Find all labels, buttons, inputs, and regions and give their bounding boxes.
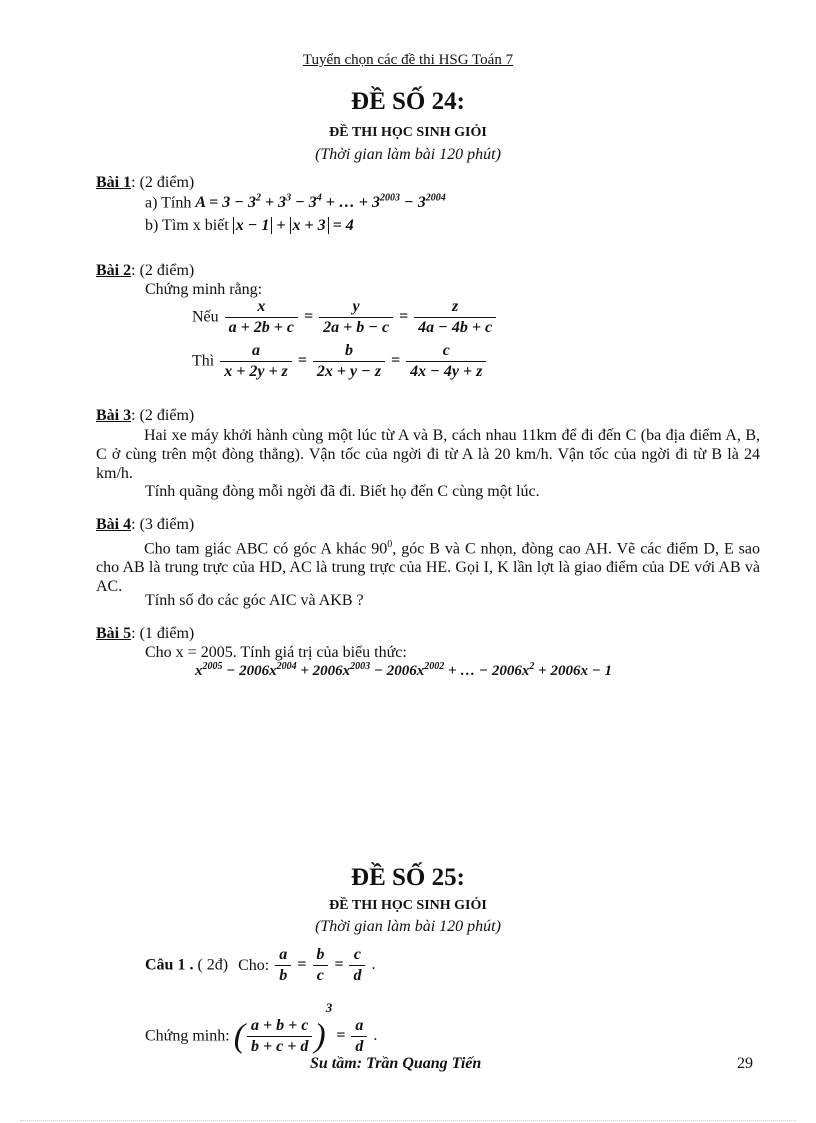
problem-3-heading: Bài 3: (2 điểm) (96, 407, 195, 424)
problem-4-question: Tính số đo các góc AIC và AKB ? (145, 592, 364, 609)
exam-25-subtitle: ĐỀ THI HỌC SINH GIỎI (329, 898, 487, 913)
exam-24-time: (Thời gian làm bài 120 phút) (315, 146, 501, 163)
page-header: Tuyển chọn các đề thi HSG Toán 7 (302, 52, 514, 68)
problem-2-heading: Bài 2: (2 điểm) (96, 262, 195, 279)
problem-1a: a) Tính $A = 3 - 3^2 + 3^3 - 3^4$ + … + $3^{2003} - 3^{2004}$ (145, 193, 446, 212)
problem-5-heading: Bài 5: (1 điểm) (96, 625, 195, 642)
problem-1-heading: Bài 1: (2 điểm) (96, 174, 195, 191)
problem-2-if: Nếu $\frac{x}{a + 2b + c}$ = $\frac{y}{2a + b - c}$ = $\frac{z}{4a - 4b + c}$ (192, 298, 498, 337)
formula-abs: x − 1 + x + 3 = 4 (233, 217, 354, 234)
problem-2-then: Thì $\frac{a}{x + 2y + z}$ = $\frac{b}{2x + y - z}$ = $\frac{c}{4x - 4y + z}$ (192, 342, 488, 381)
formula-a: $A = 3 - 3^2 + 3^3 - 3^4$ + … + $3^{2003} - 3^{2004}$ (195, 193, 446, 212)
exam-24-subtitle: ĐỀ THI HỌC SINH GIỎI (329, 125, 487, 140)
problem-5-intro: Cho x = 2005. Tính giá trị của biểu thức: (145, 644, 407, 661)
problem-5-expression: $x^{2005} - 2006x^{2004} + 2006x^{2003} - 2006x^{2002}$ + … − $2006x^2 + 2006x - 1$ (195, 661, 613, 679)
page-bottom-rule (20, 1120, 796, 1121)
problem-4-heading: Bài 4: (3 điểm) (96, 516, 195, 533)
problem-2-intro: Chứng minh rằng: (145, 281, 263, 298)
page-number: 29 (737, 1055, 753, 1072)
question-1-given: Câu 1 . ( 2đ) Cho: $\frac{a}{b}$ = $\frac{b}{c}$ = $\frac{c}{d}$ . (145, 946, 376, 984)
problem-3-question: Tính quãng đòng mỗi ngời đã đi. Biết họ đến C cùng một lúc. (145, 483, 540, 500)
exam-25-title: ĐỀ SỐ 25: (351, 864, 465, 891)
problem-4-text: Cho tam giác ABC có góc A khác $90^0$, góc B và C nhọn, đòng cao AH. Vẽ các điểm D, E sao cho AB là trung trực của HD, AC là trung trực của HE. Gọi I, K lần lợt là giao điểm của DE với AB và AC. (96, 539, 761, 596)
exam-25-time: (Thời gian làm bài 120 phút) (315, 918, 501, 935)
question-1-prove: Chứng minh: ( $\frac{a + b + c}{b + c + d}$ )$^3$ = $\frac{a}{d}$ . (145, 1000, 378, 1055)
problem-3-text: Hai xe máy khởi hành cùng một lúc từ A và B, cách nhau 11km để đi đến C (ba địa điểm A, B, C ở cùng trên một đòng thẳng). Vận tốc của ngời đi từ A là 20 km/h. Vận tốc của ngời đi từ B là 24 km/h. (96, 427, 760, 482)
problem-1b: b) Tìm x biết x − 1 + x + 3 = 4 (145, 217, 354, 234)
exam-24-title: ĐỀ SỐ 24: (351, 88, 465, 115)
footer-author: Su tầm: Trần Quang Tiến (310, 1055, 482, 1072)
